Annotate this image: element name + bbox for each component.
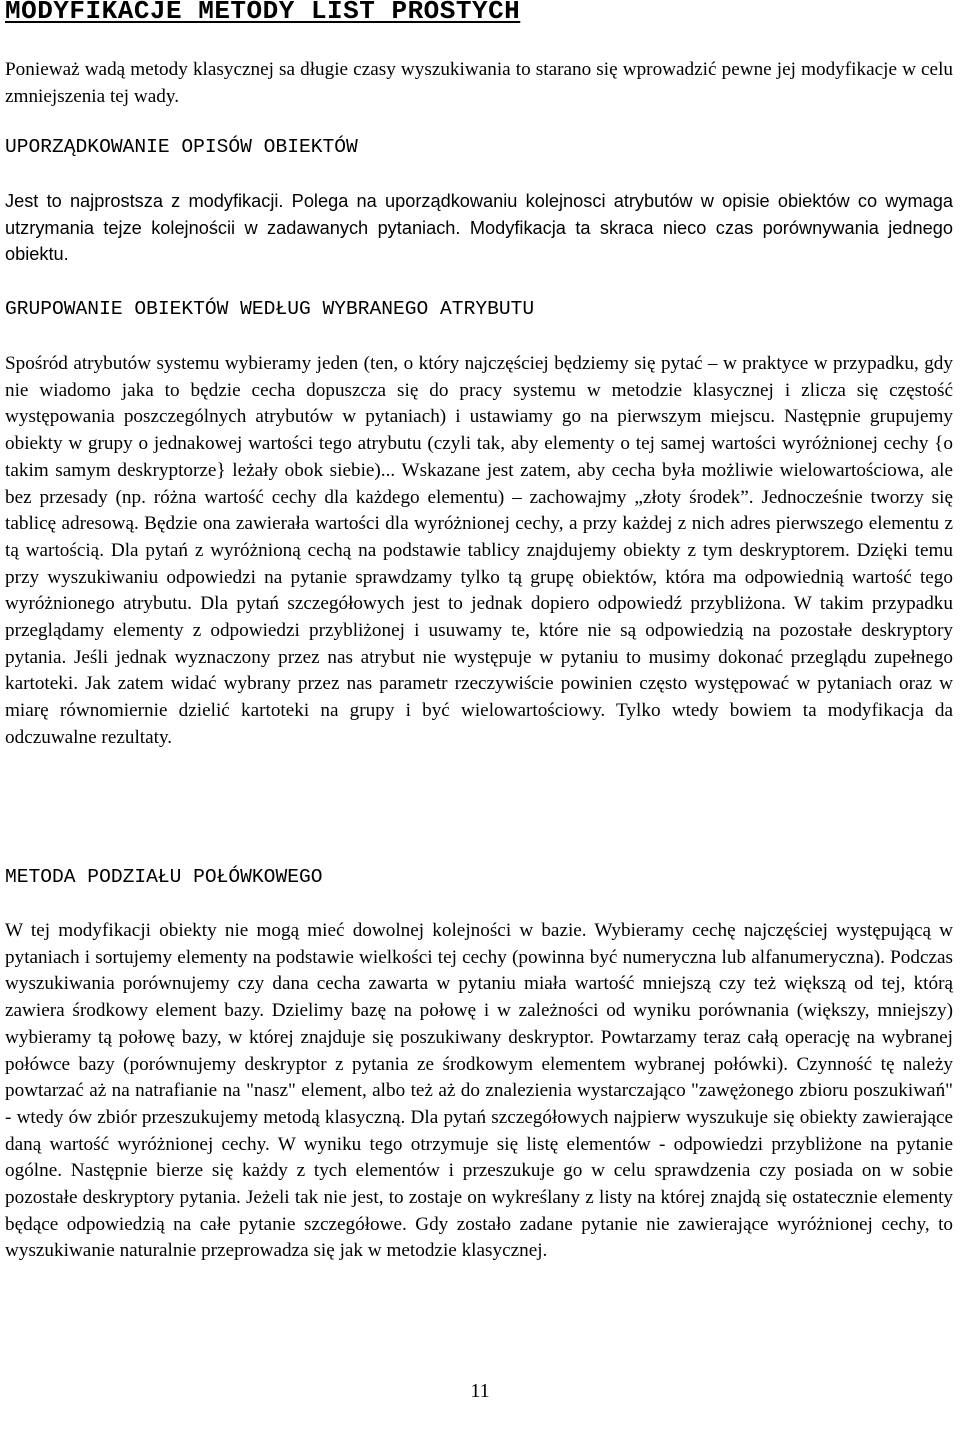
section-heading-ordering: UPORZĄDKOWANIE OPISÓW OBIEKTÓW (5, 136, 358, 158)
section-body-grouping: Spośród atrybutów systemu wybieramy jeden (ten, o który najczęściej będziemy się pytać – w praktyce w przypadku, gdy nie wiadomo jaka to będzie cecha dopuszcza się do pracy systemu w metodzie klasycznej i zlicza się częstość występowania poszczególnych atrybutów w pytaniach) i ustawiamy go na pierwszym miejscu. Następnie grupujemy obiekty w grupy o jednakowej wartości tego atrybutu (czyli tak, aby elementy o tej samej wartości wyróżnionej cechy {o takim samym deskryptorze} leżały obok siebie)... Wskazane jest zatem, aby cecha była możliwie wielowartościowa, ale bez przesady (np. różna wartość cechy dla każdego elementu) – zachowajmy „złoty środek”. Jednocześnie tworzy się tablicę adresową. Będzie ona zawierała wartości dla wyróżnionej cechy, a przy każdej z nich adres pierwszego elementu z tą wartością. Dla pytań z wyróżnioną cechą na podstawie tablicy znajdujemy obiekty z tym deskryptorem. Dzięki temu przy wyszukiwaniu odpowiedzi na pytanie sprawdzamy tylko tą grupę obiektów, która ma odpowiednią wartość tego wyróżnionego atrybutu. Dla pytań szczegółowych jest to jednak dopiero odpowiedź przybliżona. W takim przypadku przeglądamy elementy z odpowiedzi przybliżonej i usuwamy te, które nie są odpowiedzią na pozostałe deskryptory pytania. Jeśli jednak wyznaczony przez nas atrybut nie występuje w pytaniu to musimy dokonać przeglądu zupełnego kartoteki. Jak zatem widać wybrany przez nas parametr rzeczywiście powinien często występować w pytaniach oraz w miarę równomiernie dzielić kartoteki na grupy i być wielowartościowy. Tylko wtedy bowiem ta modyfikacja da odczuwalne rezultaty. (5, 353, 953, 748)
page-title: MODYFIKACJE METODY LIST PROSTYCH (5, 0, 521, 26)
section-heading-binary-split: METODA PODZIAŁU POŁÓWKOWEGO (5, 866, 323, 888)
section-body-ordering: Jest to najprostsza z modyfikacji. Polega na uporządkowaniu kolejnosci atrybutów w opisie obiektów co wymaga utzrymania tejze kolejnościi w zadawanych pytaniach. Modyfikacja ta skraca nieco czas porównywania jednego obiektu. (5, 191, 953, 265)
section-heading-grouping: GRUPOWANIE OBIEKTÓW WEDŁUG WYBRANEGO ATRYBUTU (5, 298, 535, 320)
section-body-binary-split: W tej modyfikacji obiekty nie mogą mieć dowolnej kolejności w bazie. Wybieramy cechę najczęściej występującą w pytaniach i sortujemy elementy na podstawie wielkości tej cechy (powinna być numeryczna lub alfanumeryczna). Podczas wyszukiwania porównujemy czy dana cecha zawarta w pytaniu miała wartość mniejszą czy też większą od tej, którą zawiera środkowy element bazy. Dzielimy bazę na połowę i w zależności od wyniku porównania (większy, mniejszy) wybieramy tą połowę bazy, w której znajduje się poszukiwany deskryptor. Powtarzamy teraz całą operację na wybranej połówce bazy (porównujemy deskryptor z pytania ze środkowym elementem wybranej połówki). Czynność tę należy powtarzać aż na natrafianie na "nasz" element, albo też aż do znalezienia wystarczająco "zawężonego zbioru poszukiwań" - wtedy ów zbiór przeszukujemy metodą klasyczną. Dla pytań szczegółowych najpierw wyszukuje się obiekty zawierające daną wartość wyróżnionej cechy. W wyniku tego otrzymuje się listę elementów - odpowiedzi przybliżone na pytanie ogólne. Następnie bierze się każdy z tych elementów i przeszukuje go w celu sprawdzenia czy posiada on w sobie pozostałe deskryptory pytania. Jeżeli tak nie jest, to zostaje on wykreślany z listy na której znajdą się ostatecznie elementy będące odpowiedzią na całe pytanie szczegółowe. Gdy zostało zadane pytanie nie zawierające wyróżnionej cechy, to wyszukiwanie naturalnie przeprowadza się jak w metodzie klasycznej. (5, 920, 953, 1262)
page-number: 11 (470, 1380, 490, 1402)
intro-paragraph: Ponieważ wadą metody klasycznej sa długie czasy wyszukiwania to starano się wprowadzić pewne jej modyfikacje w celu zmniejszenia tej wady. (5, 59, 953, 107)
